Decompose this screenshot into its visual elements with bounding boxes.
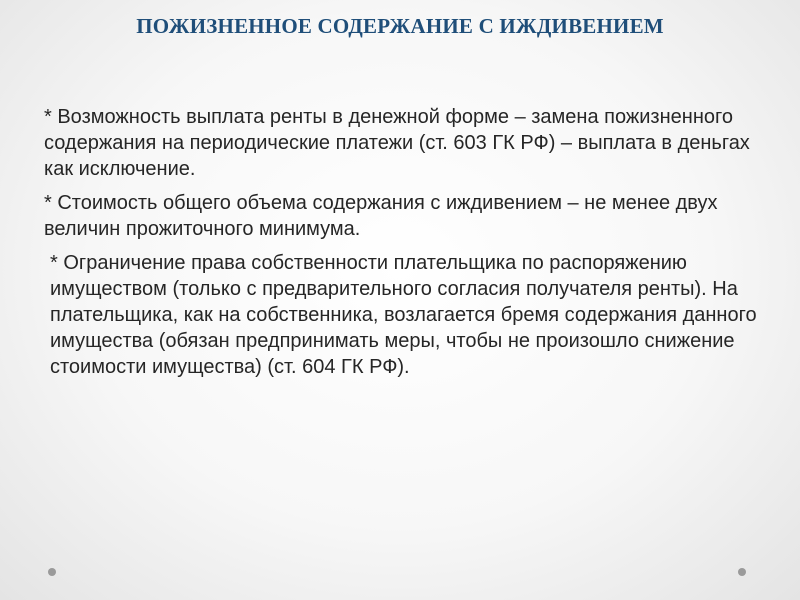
- decorative-dot-left: [48, 568, 56, 576]
- slide-body: [44, 104, 764, 388]
- bullet-paragraph-1: * Возможность выплата ренты в денежной форме – замена пожизненного содержания на периодические платежи (ст. 603 ГК РФ) – выплата в деньгах как исключение.: [44, 106, 750, 180]
- decorative-dot-right: [738, 568, 746, 576]
- slide-title: ПОЖИЗНЕННОЕ СОДЕРЖАНИЕ С ИЖДИВЕНИЕМ: [136, 14, 664, 38]
- bullet-paragraph-2: * Стоимость общего объема содержания с иждивением – не менее двух величин прожиточного минимума.: [44, 192, 718, 240]
- bullet-paragraph-3: * Ограничение права собственности плательщика по распоряжению имуществом (только с предварительного согласия получателя ренты). На плательщика, как на собственника, возлагается бремя содержания данного имущества (обязан предпринимать меры, чтобы не произошло снижение стоимости имущества) (ст. 604 ГК РФ).: [50, 252, 757, 378]
